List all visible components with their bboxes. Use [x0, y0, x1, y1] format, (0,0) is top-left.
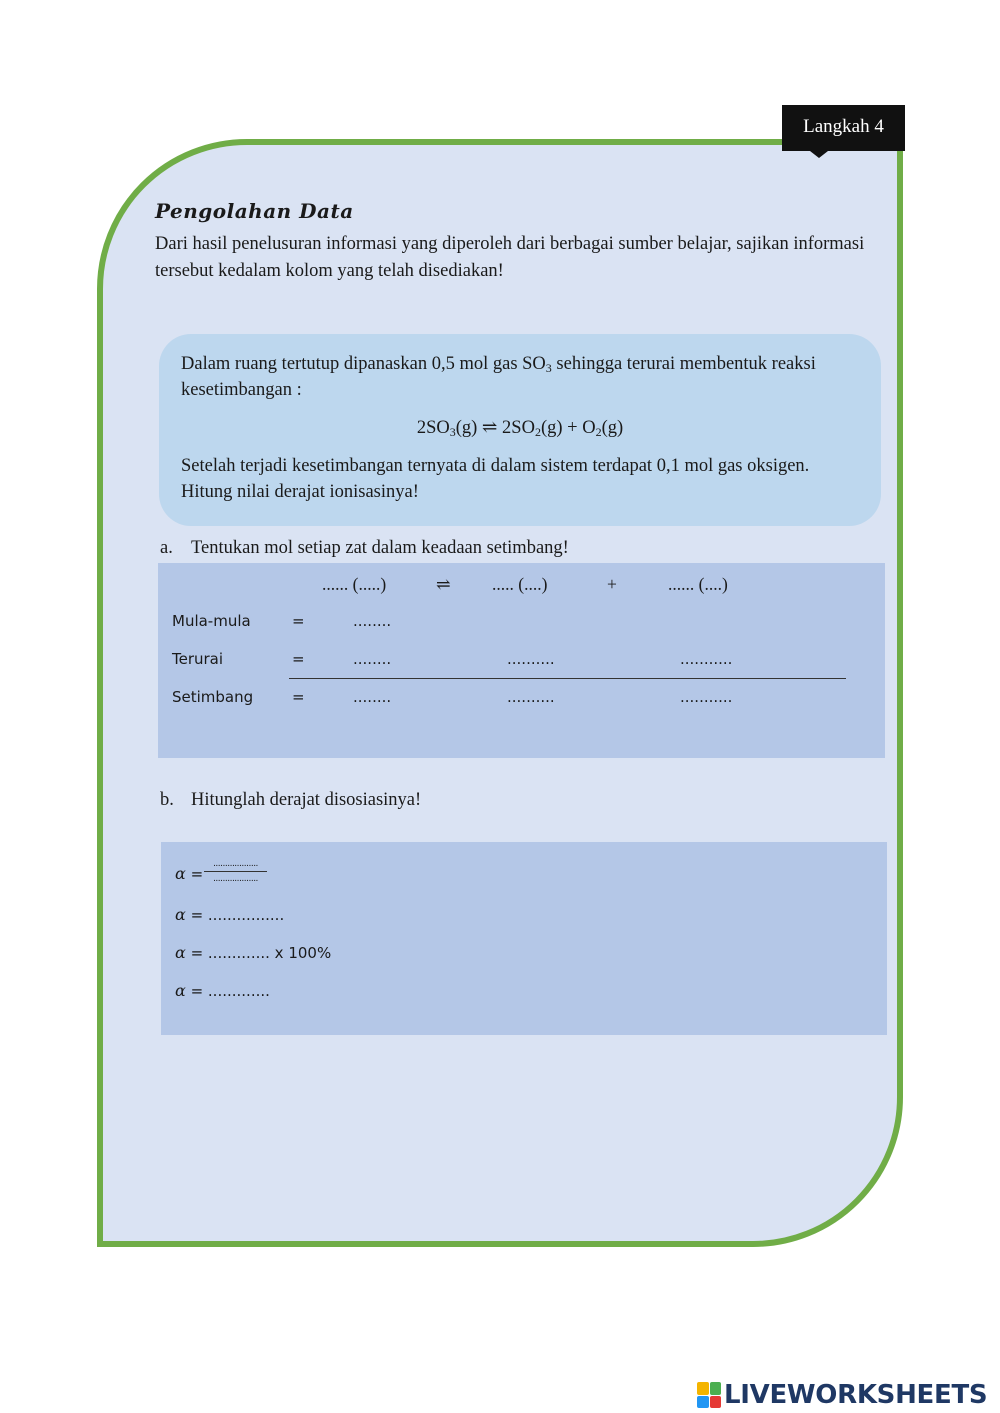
alpha-symbol: α: [175, 981, 186, 1000]
alpha-line-4[interactable]: α = .............: [175, 981, 270, 1000]
alpha-symbol: α: [175, 943, 186, 962]
row-equals: =: [292, 612, 305, 630]
fraction-numerator[interactable]: ...................: [213, 859, 258, 869]
row-label-equilibrium: Setimbang: [172, 688, 254, 706]
answer-box-b: [161, 842, 887, 1035]
row-equals: =: [292, 650, 305, 668]
alpha-line-1: α =: [175, 864, 204, 883]
product1-blank[interactable]: ..... (....): [492, 574, 548, 594]
problem-text-1: Dalam ruang tertutup dipanaskan 0,5 mol gas $SO_3$ sehingga terurai membentuk reaksi kesetimbangan :: [181, 354, 816, 400]
equilibrium-blank-2[interactable]: ..........: [507, 688, 555, 706]
equilibrium-arrow: ⇌: [436, 574, 451, 594]
equilibrium-blank-1[interactable]: ........: [353, 688, 392, 706]
alpha-symbol: α: [175, 905, 186, 924]
liveworksheets-logo-icon: [697, 1382, 721, 1408]
problem-box: [159, 334, 881, 526]
alpha-fraction[interactable]: [204, 859, 267, 884]
product2-blank[interactable]: ...... (....): [668, 574, 728, 594]
alpha-symbol: α: [175, 864, 186, 883]
alpha-line-3[interactable]: α = ............. x 100%: [175, 943, 332, 962]
question-b: [160, 790, 421, 811]
question-a-text: Tentukan mol setiap zat dalam keadaan setimbang!: [191, 538, 569, 558]
step-badge-notch: [810, 151, 828, 158]
question-a-letter: a.: [160, 538, 173, 558]
fraction-denominator[interactable]: ...................: [213, 874, 258, 884]
decomposed-blank-3[interactable]: ...........: [680, 650, 733, 668]
row-label-initial: Mula-mula: [172, 612, 251, 630]
row-label-decomposed: Terurai: [172, 650, 224, 668]
decomposed-blank-2[interactable]: ..........: [507, 650, 555, 668]
sum-divider-line: [289, 678, 846, 679]
step-label: Langkah 4: [803, 116, 884, 137]
reaction-equation: $2SO_3(g)$ ⇌ $2SO_2(g) + O_2(g)$: [416, 418, 624, 439]
equilibrium-blank-3[interactable]: ...........: [680, 688, 733, 706]
brand-text: LIVEWORKSHEETS: [724, 1380, 988, 1410]
liveworksheets-logo: [697, 1378, 987, 1412]
alpha-line-2[interactable]: α = ................: [175, 905, 285, 924]
reactant-blank[interactable]: ...... (.....): [322, 574, 387, 594]
plus-sign: +: [607, 574, 617, 594]
step-badge: [782, 105, 905, 151]
initial-blank-1[interactable]: ........: [353, 612, 392, 630]
section-title: Pengolahan Data: [155, 199, 354, 223]
question-a: [160, 538, 569, 559]
question-b-letter: b.: [160, 790, 174, 810]
row-equals: =: [292, 688, 305, 706]
decomposed-blank-1[interactable]: ........: [353, 650, 392, 668]
section-intro: Dari hasil penelusuran informasi yang diperoleh dari berbagai sumber belajar, sajikan informasi tersebut kedalam kolom yang telah disediakan!: [155, 234, 865, 281]
fraction-bar: [204, 871, 267, 872]
problem-text-2: Setelah terjadi kesetimbangan ternyata di dalam sistem terdapat 0,1 mol gas oksigen. Hitung nilai derajat ionisasinya!: [181, 456, 810, 502]
question-b-text: Hitunglah derajat disosiasinya!: [191, 790, 422, 810]
